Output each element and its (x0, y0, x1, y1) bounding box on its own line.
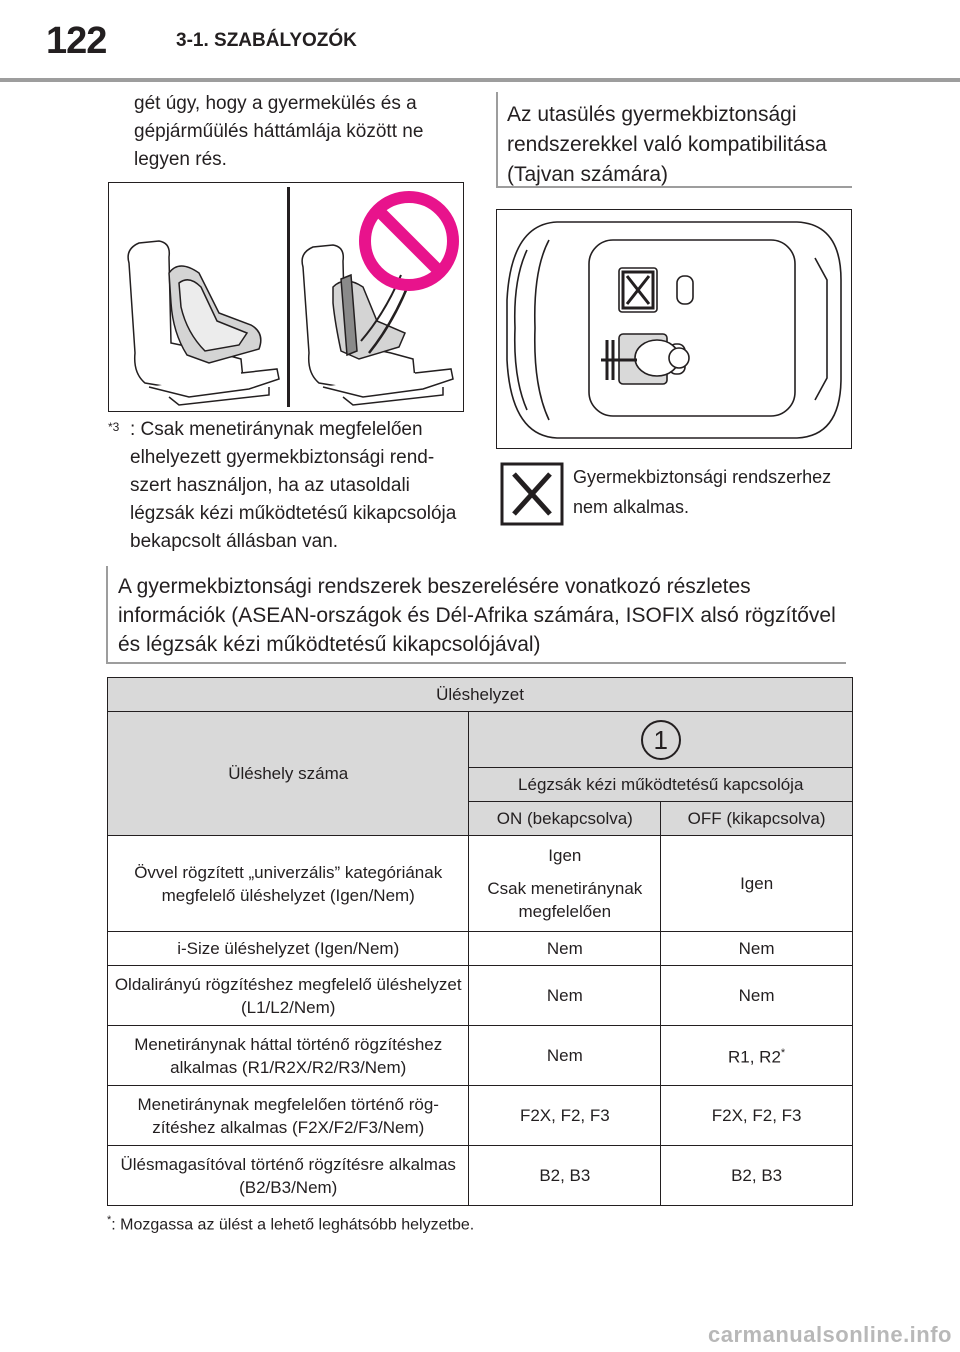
table-row (108, 836, 853, 932)
prohibition-icon (365, 197, 453, 285)
table-row (108, 966, 853, 1026)
header-off: OFF (kikapcsolva) (661, 802, 853, 836)
cell-on-line2: Csak menetiránynak megfelelően (487, 879, 643, 921)
row-label: Menetiránynak háttal történő rögzítéshez alkalmas (R1/R2X/R2/R3/Nem) (108, 1026, 469, 1086)
cell-on (469, 836, 661, 932)
section-title: 3-1. SZABÁLYOZÓK (176, 30, 357, 51)
row-label: i-Size üléshelyzet (Igen/Nem) (108, 932, 469, 966)
seat-number-label: Üléshely száma (108, 712, 469, 836)
cell-off: Nem (661, 966, 853, 1026)
table-title: Üléshelyzet (108, 678, 853, 712)
table-row (108, 1146, 853, 1206)
cabin-outline (589, 240, 795, 416)
x-mark-icon (500, 462, 564, 526)
taiwan-heading: Az utasülés gyermekbiztonsági rendszerekkel való kompatibilitása (Tajvan számára) (496, 92, 852, 188)
row-label: Ülésmagasítóval történő rögzítésre alkalmas (B2/B3/Nem) (108, 1146, 469, 1206)
asterisk-mark: * (780, 1047, 786, 1060)
row-label: Övvel rögzített „univerzális” kategóriának megfelelő üléshelyzet (Igen/Nem) (108, 836, 469, 932)
table-row (108, 678, 853, 712)
cell-on: Nem (469, 966, 661, 1026)
row-label: Menetiránynak megfelelően történő rögzítéshez alkalmas (F2X/F2/F3/Nem) (108, 1086, 469, 1146)
page-number: 122 (46, 20, 107, 62)
table-row (108, 932, 853, 966)
watermark: carmanualsonline.info (708, 1322, 952, 1347)
header-on: ON (bekapcsolva) (469, 802, 661, 836)
figure-divider (287, 187, 290, 407)
footnote-star-text: : Mozgassa az ülést a lehető leghátsóbb helyzetbe. (111, 1216, 475, 1234)
footnote-star (107, 1214, 474, 1234)
seat-compatibility-table (107, 677, 853, 1206)
cell-off-value: R1, R2 (728, 1047, 781, 1067)
seat-left-drawing (128, 241, 279, 405)
cell-on: F2X, F2, F3 (469, 1086, 661, 1146)
cell-off (661, 1026, 853, 1086)
cell-off: Igen (661, 836, 853, 932)
cell-off: B2, B3 (661, 1146, 853, 1206)
row-label: Oldalirányú rögzítéshez megfelelő üléshelyzet (L1/L2/Nem) (108, 966, 469, 1026)
cell-on: Nem (469, 932, 661, 966)
switch-label: Légzsák kézi működtetésű kapcsolója (469, 768, 853, 802)
driver-seat-occupied (601, 334, 689, 384)
seat-illustration (108, 182, 464, 412)
table-row (108, 1026, 853, 1086)
footnote-3-text: : Csak menetiránynak megfelelően elhelyezett gyermekbiztonsági rendszert használjon, ha az utasoldali légzsák kézi működtetésű kikapcsolója bekapcsolt állásban van. (130, 419, 457, 552)
footnote-3-mark: *3 (108, 420, 120, 434)
footnote-star-mark: * (107, 1214, 112, 1226)
legend-text: Gyermekbiztonsági rendszerhez nem alkalmas. (573, 467, 832, 517)
footnote-3 (108, 416, 468, 556)
cell-on: Nem (469, 1026, 661, 1086)
cell-on-line1: Igen (548, 846, 582, 865)
header-rule (0, 78, 960, 82)
passenger-seat-prohibited (619, 268, 693, 312)
cell-off: Nem (661, 932, 853, 966)
continuation-text: gét úgy, hogy a gyermekülés és a gépjárműülés háttámlája között ne legyen rés. (134, 93, 424, 170)
cell-on: B2, B3 (469, 1146, 661, 1206)
asean-heading: A gyermekbiztonsági rendszerek beszerelésére vonatkozó részletes információk (ASEAN-országok és Dél-Afrika számára, ISOFIX alsó rögzítővel és légzsák kézi működtetésű kikapcsolójával) (106, 566, 846, 664)
seat-number-cell (469, 712, 853, 768)
table-row (108, 712, 853, 768)
car-top-view-illustration (496, 209, 852, 449)
seat-number-circle: 1 (641, 720, 681, 760)
table-row (108, 1086, 853, 1146)
cell-off: F2X, F2, F3 (661, 1086, 853, 1146)
